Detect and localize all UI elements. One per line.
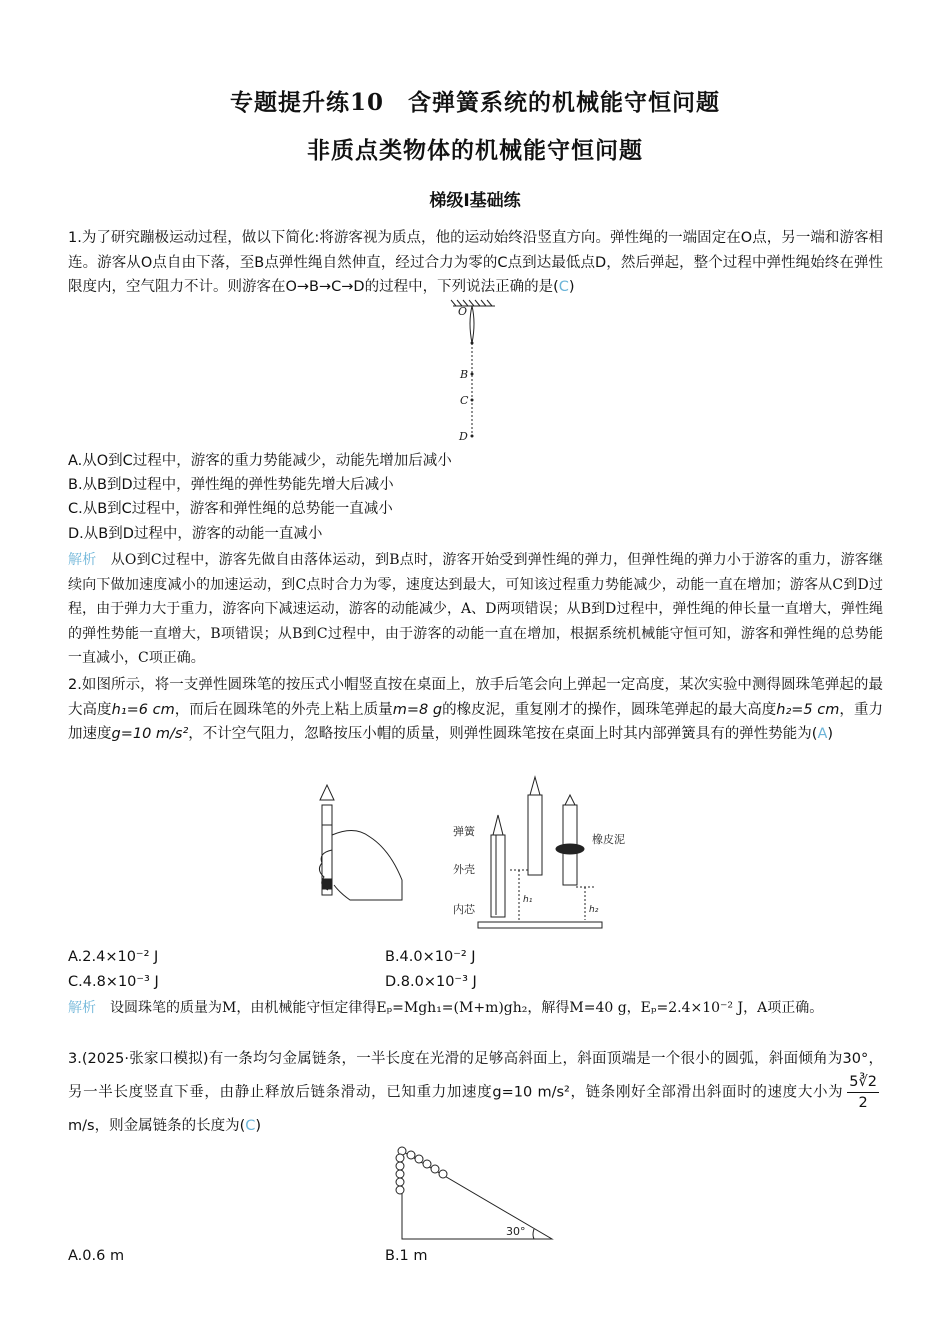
q1-option-a: A.从O到C过程中，游客的重力势能减少，动能先增加后减小	[68, 453, 452, 469]
q2-option-a: A.2.4×10⁻² J	[68, 949, 159, 965]
q1-bungee-figure	[440, 298, 520, 443]
q2-stem: 2.如图所示，将一支弹性圆珠笔的按压式小帽竖直按在桌面上，放手后笔会向上弹起一定高度，某次实验中测得圆珠笔弹起的最大高度h₁=6 cm，而后在圆珠笔的外壳上粘上质量m=8 g的橡皮泥，重复刚才的操作，圆珠笔弹起的最大高度h₂=5 cm，重力加速度g=10 m/s²，不计空气阻力，忽略按压小帽的质量，则弹性圆珠笔按在桌面上时其内部弹簧具有的弹性势能为(A)	[68, 677, 883, 742]
q1-option-b: B.从B到D过程中，弹性绳的弹性势能先增大后减小	[68, 477, 394, 493]
q3-chain-incline-figure	[392, 1143, 562, 1243]
q1-answer: C	[558, 279, 569, 295]
section-subtitle: 梯级Ⅰ基础练	[429, 191, 521, 211]
page-title-line1: 专题提升练10 含弹簧系统的机械能守恒问题	[229, 89, 720, 116]
q1-label-b: B	[460, 368, 469, 381]
q1-option-c: C.从B到C过程中，游客和弹性绳的总势能一直减小	[68, 501, 393, 517]
q2-answer: A	[817, 726, 828, 742]
q2-option-c: C.4.8×10⁻³ J	[68, 974, 159, 990]
q1-explanation: 解析 从O到C过程中，游客先做自由落体运动，到B点时，游客开始受到弹性绳的弹力，但弹性绳的弹力小于游客的重力，游客继续向下做加速度减小的加速运动，到C点时合力为零，速度达到最大，可知该过程重力势能减少，动能一直在增加；游客从C到D过程，由于弹力大于重力，游客向下减速运动，游客的动能减少，A、D两项错误；从B到D过程中，弹性绳的伸长量一直增大，弹性绳的弹性势能一直增大，B项错误；从B到C过程中，由于游客的动能一直在增加，根据系统机械能守恒可知，游客和弹性绳的总势能一直减小，C项正确。	[68, 552, 884, 666]
page-title-line2: 非质点类物体的机械能守恒问题	[307, 137, 643, 164]
q3-option-a: A.0.6 m	[68, 1248, 125, 1264]
q1-label-o: O	[458, 305, 468, 318]
q3-answer: C	[245, 1118, 256, 1134]
q2-label-core: 内芯	[453, 903, 475, 916]
q2-label-h1: h₁	[523, 895, 533, 905]
q2-label-putty: 橡皮泥	[592, 833, 625, 846]
q3-angle-label: 30°	[506, 1225, 526, 1238]
q2-pen-figure	[310, 775, 630, 935]
q1-label-c: C	[460, 394, 469, 407]
q2-option-d: D.8.0×10⁻³ J	[385, 974, 477, 990]
q2-label-shell: 外壳	[453, 863, 475, 876]
q3-stem: 3.(2025·张家口模拟)有一条均匀金属链条，一半长度在光滑的足够高斜面上，斜面顶端是一个很小的圆弧，斜面倾角为30°，另一半长度竖直下垂，由静止释放后链条滑动，已知重力加速度g=10 m/s²，链条刚好全部滑出斜面时的速度大小为 $\frac{5∛2}{2}$ m/s，则金属链条的长度为(C)	[68, 1051, 883, 1134]
q2-label-spring: 弹簧	[453, 825, 475, 838]
q2-option-b: B.4.0×10⁻² J	[385, 949, 476, 965]
q1-label-d: D	[459, 430, 468, 443]
q1-option-d: D.从B到D过程中，游客的动能一直减小	[68, 526, 323, 542]
q2-explanation: 解析 设圆珠笔的质量为M，由机械能守恒定律得Eₚ=Mgh₁=(M+m)gh₂，解得M=40 g，Eₚ=2.4×10⁻² J，A项正确。	[68, 1000, 824, 1016]
q3-speed-fraction: $\frac{5∛2}{2}$	[849, 1074, 877, 1111]
q3-option-b: B.1 m	[385, 1248, 428, 1264]
q2-label-h2: h₂	[589, 905, 599, 915]
q1-stem: 1.为了研究蹦极运动过程，做以下简化:将游客视为质点，他的运动始终沿竖直方向。弹性绳的一端固定在O点，另一端和游客相连。游客从O点自由下落，至B点弹性绳自然伸直，经过合力为零的C点到达最低点D，然后弹起，整个过程中弹性绳始终在弹性限度内，空气阻力不计。则游客在O→B→C→D的过程中，下列说法正确的是(C)	[68, 230, 883, 295]
